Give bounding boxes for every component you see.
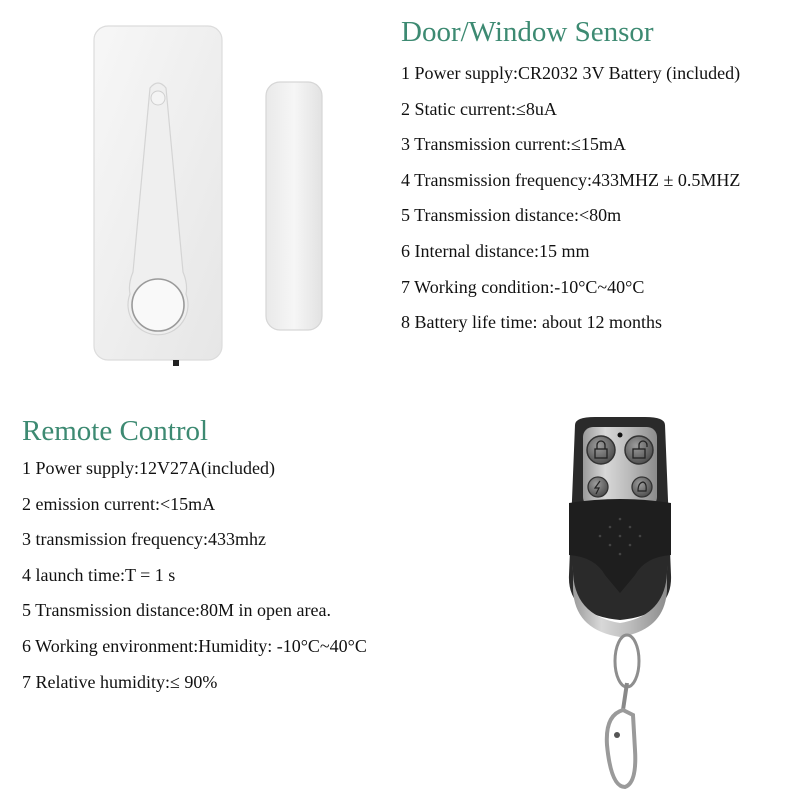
alarm-button-icon bbox=[588, 477, 608, 497]
sensor-spec-transmission-current: 3 Transmission current:≤15mA bbox=[401, 134, 626, 155]
sensor-spec-working-condition: 7 Working condition:-10°C~40°C bbox=[401, 276, 645, 297]
remote-spec-transmission-distance: 5 Transmission distance:80M in open area. bbox=[22, 600, 331, 621]
remote-control-image bbox=[555, 415, 685, 795]
remote-spec-working-environment: 6 Working environment:Humidity: -10°C~40°C bbox=[22, 635, 367, 656]
remote-illustration bbox=[555, 415, 685, 795]
bell-button-icon bbox=[632, 477, 652, 497]
remote-spec-relative-humidity: 7 Relative humidity:≤ 90% bbox=[22, 671, 218, 692]
remote-spec-power-supply: 1 Power supply:12V27A(included) bbox=[22, 458, 275, 478]
sensor-spec-list bbox=[401, 64, 740, 349]
remote-spec-launch-time: 4 launch time:T = 1 s bbox=[22, 564, 176, 585]
remote-section-title: Remote Control bbox=[22, 415, 209, 447]
sensor-spec-transmission-frequency: 4 Transmission frequency:433MHZ ± 0.5MHZ bbox=[401, 169, 741, 190]
sensor-section-title: Door/Window Sensor bbox=[401, 16, 654, 48]
sensor-spec-battery-life: 8 Battery life time: about 12 months bbox=[401, 312, 662, 333]
sensor-spec-static-current: 2 Static current:≤8uA bbox=[401, 98, 557, 119]
sensor-spec-power-supply: 1 Power supply:CR2032 3V Battery (included) bbox=[401, 63, 741, 83]
remote-spec-list bbox=[22, 459, 367, 708]
sensor-spec-internal-distance: 6 Internal distance:15 mm bbox=[401, 240, 590, 261]
door-window-sensor-image bbox=[88, 22, 338, 372]
sensor-spec-transmission-distance: 5 Transmission distance:<80m bbox=[401, 205, 622, 226]
sensor-illustration bbox=[88, 22, 338, 372]
remote-spec-emission-current: 2 emission current:<15mA bbox=[22, 493, 216, 514]
remote-spec-transmission-frequency: 3 transmission frequency:433mhz bbox=[22, 529, 266, 550]
lock-button-icon bbox=[587, 436, 615, 464]
unlock-button-icon bbox=[625, 436, 653, 464]
